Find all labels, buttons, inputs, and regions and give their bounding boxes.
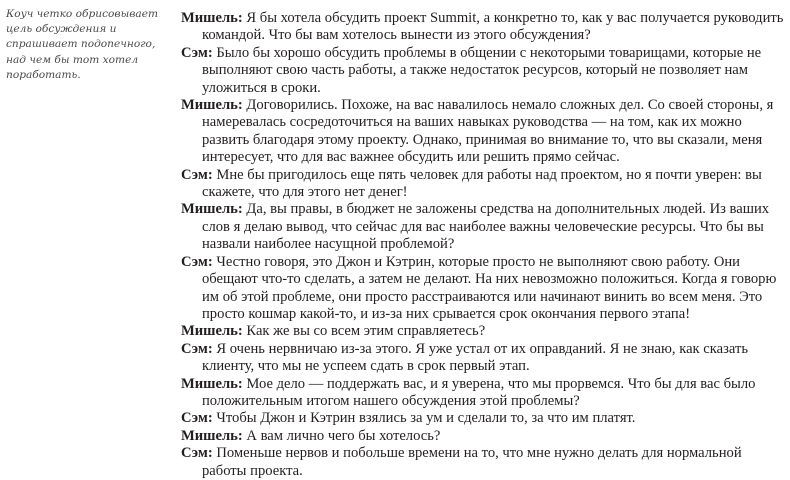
speaker-label: Сэм: [181, 44, 213, 61]
dialogue-turn [181, 201, 786, 253]
speaker-label: Мишель: [181, 427, 243, 444]
dialogue-turn [181, 45, 786, 97]
turn-text: Мне бы пригодилось еще пять человек для работы над проектом, но я почти уверен: вы скажете, что для этого нет денег! [202, 166, 762, 201]
dialogue-turn [181, 410, 786, 427]
dialogue-turn [181, 428, 786, 445]
speaker-label: Сэм: [181, 253, 213, 270]
turn-text: Мое дело — поддержать вас, и я уверена, что мы прорвемся. Что бы для вас было положительным итогом нашего обсуждения этой проблемы? [202, 375, 756, 409]
dialogue-turn [181, 376, 786, 411]
dialogue-turn [181, 97, 786, 167]
turn-text: А вам лично чего бы хотелось? [246, 427, 441, 444]
turn-text: Чтобы Джон и Кэтрин взялись за ум и сделали то, за что им платят. [216, 410, 636, 427]
speaker-label: Сэм: [181, 445, 213, 462]
turn-text: Поменьше нервов и побольше времени на то, что мне нужно делать для нормальной работы проекта. [202, 445, 742, 479]
turn-text: Честно говоря, это Джон и Кэтрин, которые просто не выполняют свою работу. Они обещают что-то сделать, а затем не делают. На них невозможно положиться. Когда я говорю им об этой проблеме, они просто расстраиваются или начинают винить во всем меня. Это просто кошмар какой-то, и из-за них срывается срок окончания первого этапа! [202, 253, 777, 322]
speaker-label: Сэм: [181, 340, 213, 357]
dialogue-transcript [181, 10, 786, 480]
speaker-label: Мишель: [181, 97, 243, 114]
speaker-label: Мишель: [181, 323, 243, 340]
speaker-label: Мишель: [181, 375, 243, 392]
dialogue-turn [181, 445, 786, 480]
dialogue-turn [181, 323, 786, 340]
speaker-label: Мишель: [181, 10, 243, 26]
speaker-label: Мишель: [181, 201, 243, 218]
dialogue-turn [181, 254, 786, 324]
turn-text: Как же вы со всем этим справляетесь? [246, 323, 486, 340]
margin-note [6, 7, 166, 83]
speaker-label: Сэм: [181, 166, 213, 183]
turn-text: Я бы хотела обсудить проект Summit, а конкретно то, как у вас получается руководить командой. Что бы вам хотелось вынести из этого обсуждения? [202, 10, 784, 44]
dialogue-turn [181, 10, 786, 45]
turn-text: Было бы хорошо обсудить проблемы в общении с некоторыми товарищами, которые не выполняют свою часть работы, а также недостаток ресурсов, который не позволяет нам уложиться в сроки. [202, 44, 762, 96]
turn-text: Да, вы правы, в бюджет не заложены средства на дополнительных людей. Из ваших слов я делаю вывод, что сейчас для вас наиболее важны человеческие ресурсы. Что бы вы назвали наиболее насущной проблемой? [202, 201, 770, 253]
dialogue-turn [181, 341, 786, 376]
turn-text: Договорились. Похоже, на вас навалилось немало сложных дел. Со своей стороны, я намеревалась сосредоточиться на ваших навыках руководства — на том, как их можно развить благодаря этому проекту. Однако, принимая во внимание то, что вы сказали, меня интересует, что для вас важнее обсудить или решить прямо сейчас. [202, 97, 774, 166]
speaker-label: Сэм: [181, 410, 213, 427]
margin-note-text: Коуч четко обрисовывает цель обсуждения и спрашивает подопечного, над чем бы тот хотел поработать. [6, 8, 159, 81]
turn-text: Я очень нервничаю из-за этого. Я уже устал от их оправданий. Я не знаю, как сказать клиенту, что мы не успеем сдать в срок первый этап. [202, 340, 749, 375]
dialogue-turn [181, 167, 786, 202]
